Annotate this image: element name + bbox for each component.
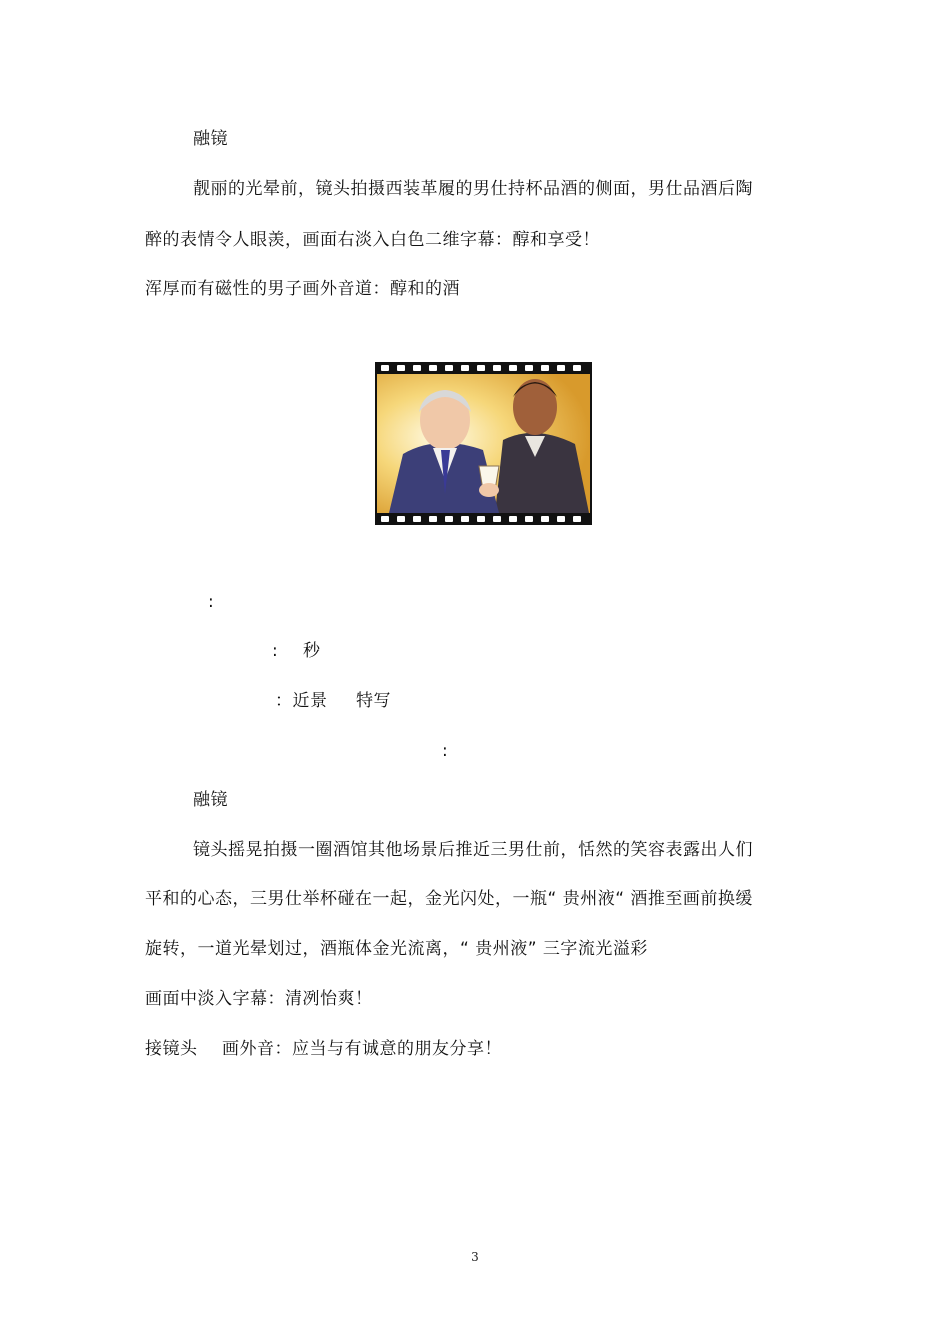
next-shot-label: 接镜头 [145,1039,198,1059]
duration-colon: : [272,641,279,661]
next-shot-voiceover: 画外音：应当与有诚意的朋友分享！ [222,1039,502,1059]
page-number: 3 [471,1250,479,1264]
scene-description-line: 平和的心态，三男仕举杯碰在一起，金光闪处，一瓶“ 贵州液“ 酒推至画前换缓 [145,889,753,909]
subtitle-line: 画面中淡入字幕：清冽怡爽！ [145,989,373,1009]
scene-description-line: 旋转，一道光晕划过，酒瓶体金光流离，“ 贵州液” 三字流光溢彩 [145,939,648,959]
film-strip-illustration [375,362,592,525]
transition-label: 融镜 [193,790,228,810]
transition-label: 融镜 [193,129,228,149]
scene-description-line: 醉的表情令人眼羡，画面右淡入白色二维字幕：醇和享受！ [145,230,600,250]
voiceover-line: 浑厚而有磁性的男子画外音道：醇和的酒 [145,279,460,299]
framing-value: ：近景 [275,691,328,711]
scene-description-line: 镜头摇晃拍摄一圈酒馆其他场景后推近三男仕前，恬然的笑容表露出人们 [193,840,753,860]
field-colon: : [442,741,449,761]
duration-unit: 秒 [303,641,321,661]
scene-description-line: 靓丽的光晕前，镜头拍摄西装革履的男仕持杯品酒的侧面，男仕品酒后陶 [193,179,753,199]
field-colon: : [208,592,215,612]
framing-value-2: 特写 [356,691,391,711]
